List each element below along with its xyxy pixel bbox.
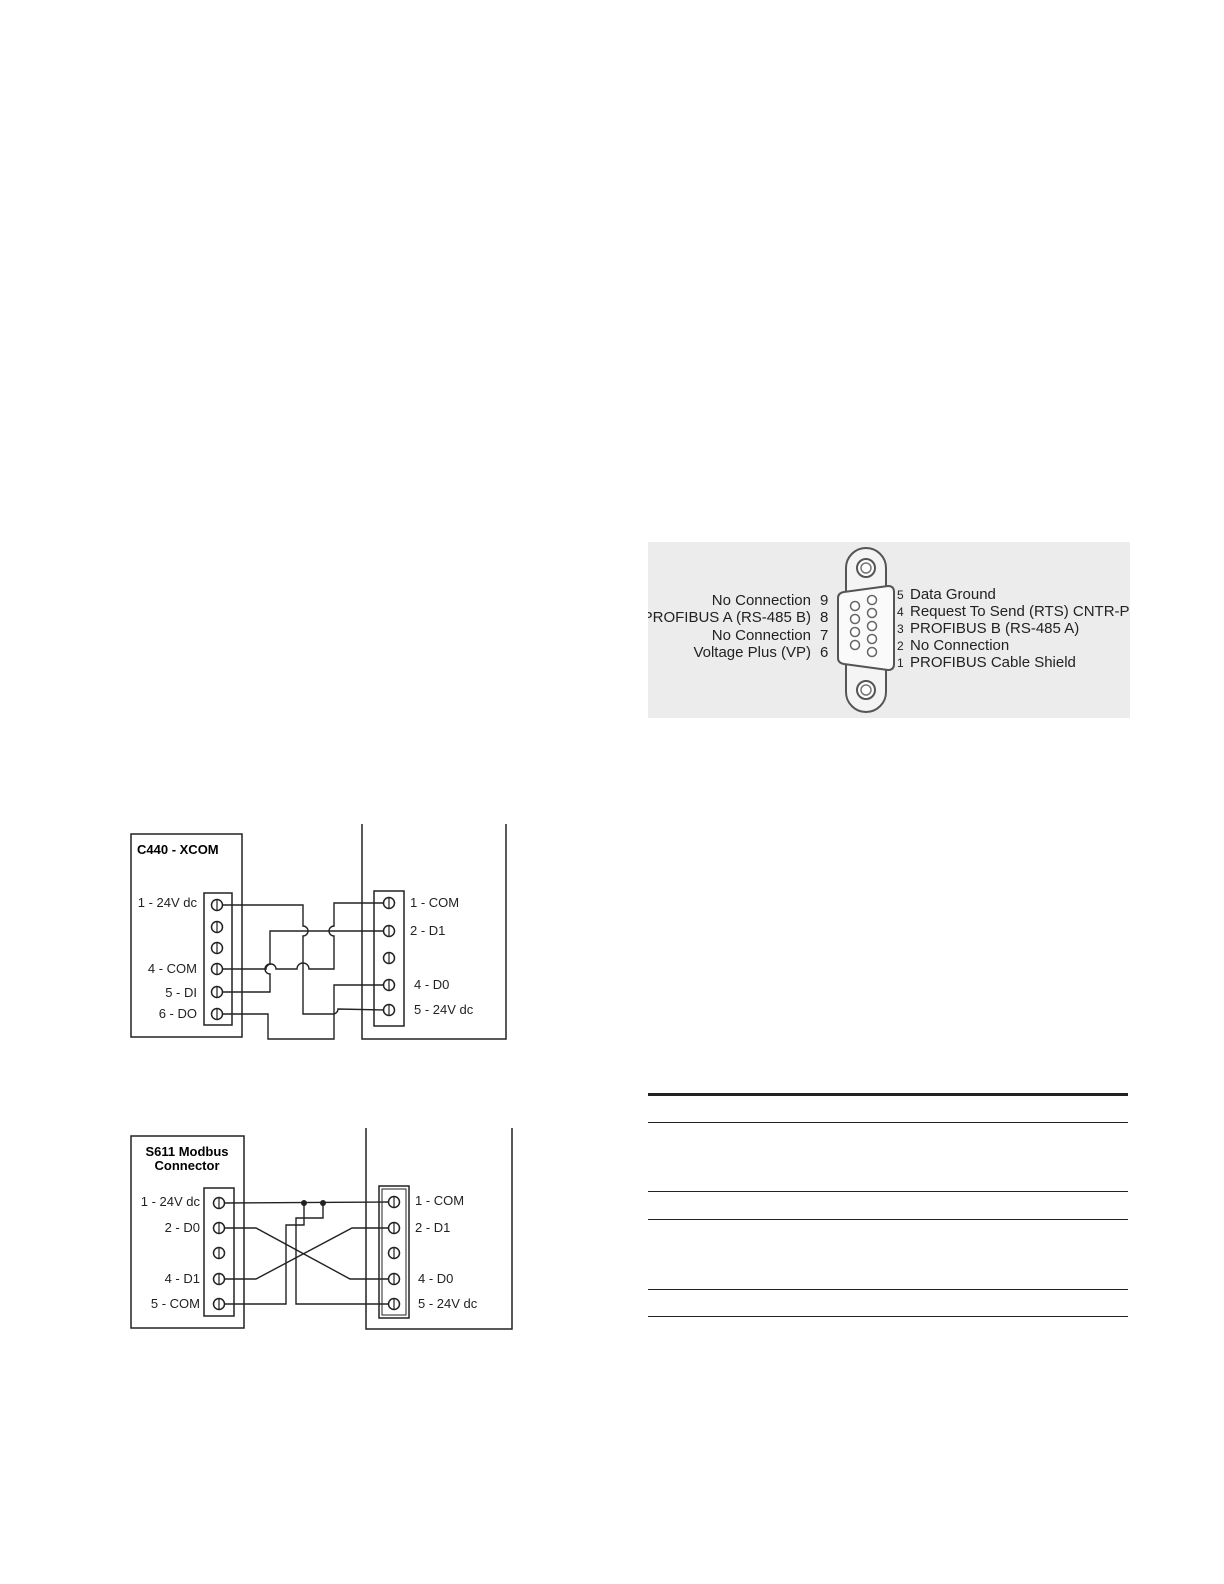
s611-wiring-diagram [120, 1124, 520, 1336]
c440-terminal-block [204, 893, 232, 1025]
left-pin-label: Voltage Plus (VP) [693, 644, 811, 661]
terminal-label: 1 - COM [410, 895, 460, 910]
pin-1 [868, 648, 877, 657]
left-pin-label: No Connection [711, 592, 811, 609]
right-pin-label: PROFIBUS B (RS-485 A) [910, 620, 1080, 637]
s611-wiring-svg [120, 1124, 520, 1336]
pin-6 [851, 641, 860, 650]
right-pin-number: 5 [897, 588, 904, 602]
terminal-label: 4 - D1 [164, 1271, 200, 1286]
left-pin-number: 9 [820, 592, 829, 609]
pin-2 [868, 635, 877, 644]
junction-dot [301, 1200, 307, 1206]
db9-pin-face [838, 586, 894, 670]
pin-4 [868, 609, 877, 618]
table-header-rule [648, 1122, 1128, 1123]
s611-terminal-labels [141, 1194, 201, 1311]
table-top-rule [648, 1093, 1128, 1096]
terminal-label: 1 - 24V dc [140, 1194, 200, 1209]
db9-screw-bottom [857, 681, 875, 699]
terminal-label: 4 - D0 [418, 1271, 454, 1286]
terminal-label: 5 - COM [150, 1296, 200, 1311]
terminal-label: 2 - D1 [410, 923, 446, 938]
right-pin-label: No Connection [910, 637, 1010, 654]
terminal-label: 5 - DI [165, 985, 197, 1000]
left-pin-label: PROFIBUS A (RS-485 B) [648, 609, 811, 626]
pin-9 [851, 602, 860, 611]
s611-wires [225, 1202, 388, 1304]
left-pin-number: 6 [820, 644, 829, 661]
pin-7 [851, 628, 860, 637]
table-bottom-rule [648, 1316, 1128, 1317]
pin-5 [868, 596, 877, 605]
c440-device-label: C440 - XCOM [137, 842, 219, 857]
s611-device-label-line1: S611 Modbus [145, 1144, 229, 1159]
right-pin-label: Data Ground [910, 586, 996, 603]
table-row-rule [648, 1219, 1128, 1220]
terminal-label: 4 - COM [147, 961, 197, 976]
terminal-label: 5 - 24V dc [418, 1296, 478, 1311]
db9-right-labels [897, 586, 1130, 671]
table-row-rule [648, 1191, 1128, 1192]
pin-8 [851, 615, 860, 624]
right-pin-number: 4 [897, 605, 904, 619]
modbus-terminal-labels [415, 1193, 478, 1311]
junction-dot [320, 1200, 326, 1206]
c440-wiring-svg [120, 818, 520, 1048]
right-pin-number: 2 [897, 639, 904, 653]
left-pin-number: 8 [820, 609, 829, 626]
db9-svg [648, 542, 1130, 718]
terminal-label: 5 - 24V dc [414, 1002, 474, 1017]
c440-wiring-diagram [120, 818, 520, 1048]
db9-connector-diagram [648, 542, 1130, 718]
pin-3 [868, 622, 877, 631]
terminal-label: 2 - D1 [415, 1220, 451, 1235]
terminal-label: 2 - D0 [164, 1220, 200, 1235]
modbus-terminal-labels [410, 895, 474, 1017]
c440-terminal-labels [138, 895, 198, 1021]
right-pin-label: Request To Send (RTS) CNTR-P [910, 603, 1130, 620]
left-pin-label: No Connection [711, 627, 811, 644]
right-pin-number: 3 [897, 622, 904, 636]
table-row-rule [648, 1289, 1128, 1290]
terminal-label: 1 - 24V dc [137, 895, 197, 910]
terminal-label: 1 - COM [415, 1193, 465, 1208]
s611-device-label-line2: Connector [154, 1158, 220, 1173]
db9-screw-top [857, 559, 875, 577]
right-pin-number: 1 [897, 656, 904, 670]
c440-screws [212, 900, 223, 1020]
terminal-label: 6 - DO [158, 1006, 197, 1021]
right-pin-label: PROFIBUS Cable Shield [910, 654, 1076, 671]
terminal-label: 4 - D0 [414, 977, 450, 992]
db9-left-labels [648, 592, 828, 661]
c440-wires [223, 903, 383, 1039]
left-pin-number: 7 [820, 627, 829, 644]
